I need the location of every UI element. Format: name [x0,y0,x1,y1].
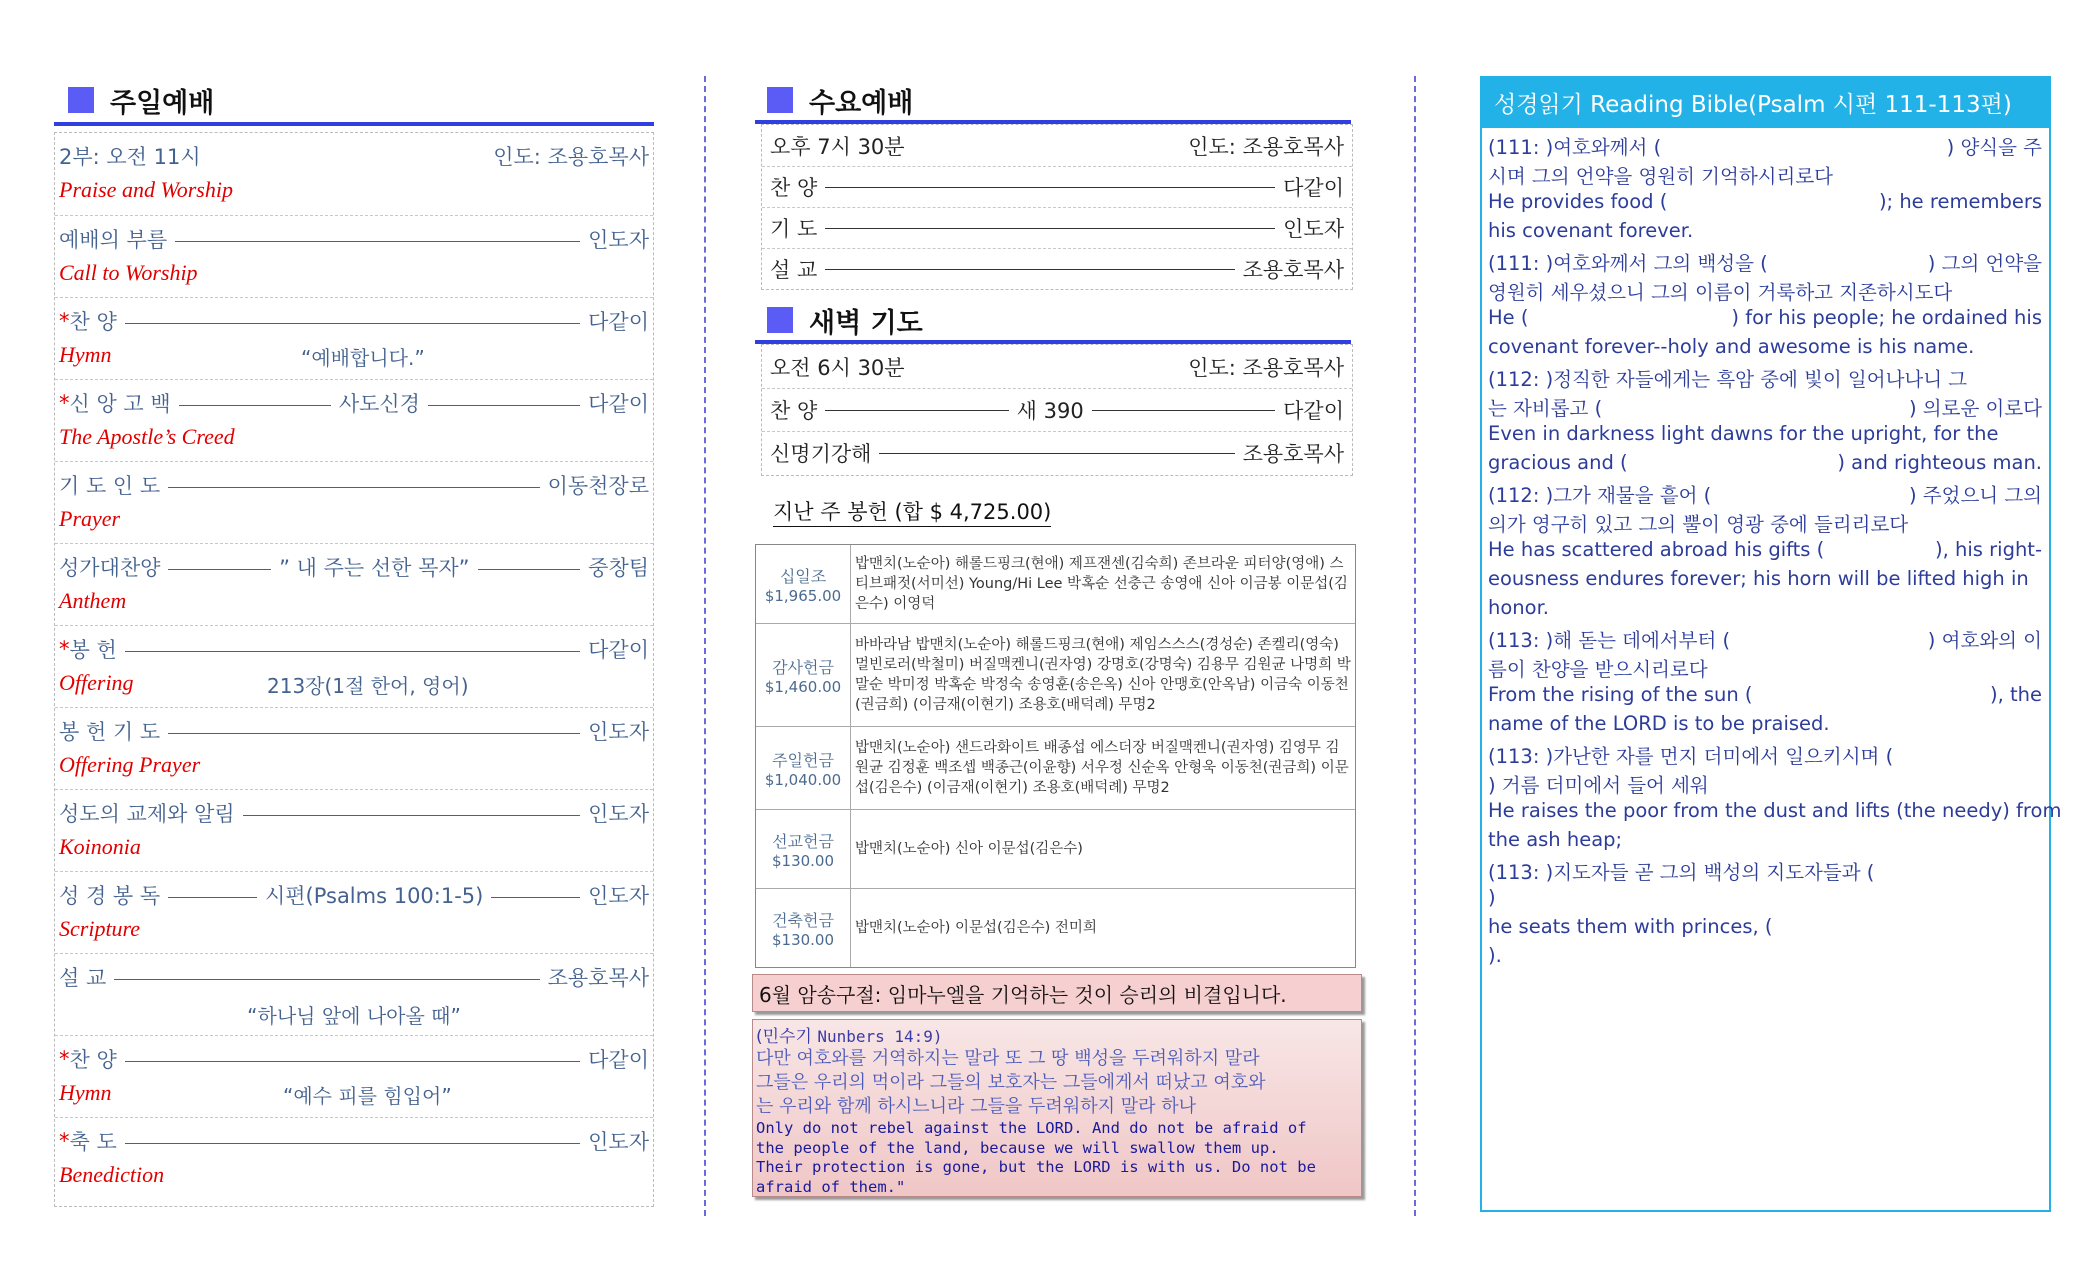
koinonia-role: 인도자 [588,802,649,826]
bible-line-text: (113: )지도자들 곧 그의 백성의 지도자들과 ( [1488,861,1875,884]
prayer-english: Prayer [59,506,121,531]
wednesday-row [762,166,1352,207]
bible-line [1488,596,2042,619]
memory-verse-box [752,1019,1362,1197]
bible-line-text: honor. [1488,596,1550,619]
offering-category: 십일조 [779,566,827,586]
offering-amount: $1,460.00 [764,677,842,696]
required-star: * [59,309,70,333]
offering-row [756,623,1355,726]
hymn1-label: 찬 양 [69,310,117,334]
offering-category: 선교헌금 [772,831,834,851]
dawn-study-row [762,431,1352,474]
bible-line-text: (111: )여호와께서 그의 백성을 ( [1488,252,1768,275]
wednesday-row [762,207,1352,248]
bible-line [1488,480,2042,508]
bible-line [1488,248,2042,276]
offerings-title: 지난 주 봉헌 (합 $ 4,725.00) [773,496,1051,527]
leader-line [168,897,257,898]
dawn-leader: 인도: 조용호목사 [1188,355,1344,380]
bible-line-text: covenant forever--holy and awesome is his name. [1488,335,1975,358]
wednesday-header [767,80,913,120]
dawn-time: 오전 6시 30분 [770,355,905,380]
verse-korean-line: 는 우리와 함께 하시느니라 그들을 두려워하지 말라 하나 [756,1096,1196,1117]
leader-line [175,241,580,242]
order-row-hymn1 [55,297,653,380]
bible-line [1488,654,2042,682]
anthem-english: Anthem [59,588,127,613]
order-row-offering-prayer [55,707,653,790]
offering-label: 봉 헌 [69,638,117,662]
bible-line-text: eousness endures forever; his horn will be lifted high in [1488,567,2029,590]
hymn2-role: 다같이 [588,1048,649,1072]
scripture-english: Scripture [59,916,141,941]
bible-line-text: ). [1488,944,1502,967]
order-row-hymn2 [55,1035,653,1118]
leader-line [168,733,580,734]
bible-line-text: He raises the poor from the dust and lifts (the needy) from [1488,799,2062,822]
benediction-role: 인도자 [588,1130,649,1154]
offering-category: 감사헌금 [772,657,834,677]
call-label: 예배의 부름 [59,228,168,252]
bible-line [1488,393,2042,421]
offering-category: 주일헌금 [772,750,834,770]
bible-line-text: ) [1488,886,1496,909]
bible-line [1488,915,2042,938]
prayer-label: 기 도 인 도 [59,474,161,498]
bible-line-text: (112: )그가 재물을 흩어 ( [1488,484,1712,507]
leader-line [125,323,580,324]
bible-line-end: ) and righteous man. [1837,451,2042,474]
bible-line-text: his covenant forever. [1488,219,1694,242]
offering-row [756,726,1355,809]
bible-line [1488,190,2042,213]
offering-donors: 바바라남 밥맨치(노순아) 해롤드핑크(현애) 제임스스스(경성순) 존켈리(영숙) 멀빈로러(박철미) 버질맥켄니(권자영) 강명호(강명숙) 김용무 김원균 나명희 박말순 박미정 박혹순 박정숙 송영훈(송은옥) 신아 안맹호(안옥남) 이금숙 이동천(권금희) (이금재(이현기) 조용호(배덕례) 무명2 [855,637,1351,713]
bible-line [1488,857,2042,885]
dawn-header [767,300,923,340]
offering-english: Offering [59,670,134,695]
verse-english-line: Only do not rebel against the LORD. And do not be afraid of [756,1119,1307,1137]
bible-line [1488,886,2042,909]
dawn-study-label: 신명기강해 [770,442,872,466]
required-star: * [59,1047,70,1071]
offering-donors: 밥맨치(노순아) 해롤드핑크(현애) 제프잰센(김숙희) 존브라운 피터양(영애) 스티브패젓(서미선) Young/Hi Lee 박혹순 선충근 송영애 신아 이금봉 이문섭(김은수) 이영덕 [855,556,1348,612]
bible-line-text: the ash heap; [1488,828,1623,851]
dawn-time-row [762,345,1352,388]
leader-line [243,815,581,816]
bible-line-text: he seats them with princes, ( [1488,915,1773,938]
call-role: 인도자 [588,228,649,252]
bible-line-end: ) 의로운 이로다 [1908,397,2042,420]
column-divider-left [704,76,706,1216]
order-row-koinonia [55,789,653,872]
wednesday-row-label: 설 교 [770,258,818,282]
order-row-call [55,215,653,298]
wednesday-row-role: 다같이 [1283,176,1344,200]
bible-line [1488,451,2042,474]
leader-line [825,228,1275,229]
order-row-anthem [55,543,653,626]
bible-line-text: 의가 영구히 있고 그의 뿔이 영광 중에 들리리로다 [1488,513,1909,536]
reference-english: Nunbers 14:9) [817,1027,943,1046]
bible-line [1488,538,2042,561]
bible-reading-section [1480,76,2062,1210]
verse-english-line: afraid of them." [756,1177,906,1196]
leader-line [1092,410,1275,411]
bible-line [1488,828,2042,851]
bible-line [1488,770,2042,798]
bible-line-text: Even in darkness light dawns for the upright, for the [1488,422,1999,445]
hymn2-label: 찬 양 [69,1048,117,1072]
bible-line-text: He has scattered abroad his gifts ( [1488,538,1825,561]
benediction-english: Benediction [59,1162,165,1187]
wednesday-title: 수요예배 [809,87,914,119]
dawn-hymn-row [762,388,1352,431]
hymn1-english: Hymn [59,342,112,367]
offering-prayer-label: 봉 헌 기 도 [59,720,161,744]
sunday-title-rule [54,122,654,126]
square-bullet-icon [767,87,793,113]
memory-verse-reference [756,1022,1358,1047]
memory-verse-header: 6월 암송구절: 임마누엘을 기억하는 것이 승리의 비결입니다. [752,974,1362,1012]
creed-english: The Apostle’s Creed [59,424,235,449]
koinonia-label: 성도의 교제와 알림 [59,802,235,826]
required-star: * [59,391,70,415]
bible-line-text: 는 자비롭고 ( [1488,397,1603,420]
bible-line-end: ) for his people; he ordained his [1731,306,2042,329]
square-bullet-icon [767,307,793,333]
wednesday-row-role: 인도자 [1283,217,1344,241]
bible-line [1488,364,2042,392]
bible-line [1488,683,2042,706]
sunday-time: 2부: 오전 11시 [59,145,201,169]
hymn1-title: “예배합니다.” [301,346,425,370]
bible-line-text: He ( [1488,306,1529,329]
bible-reading-title: 성경읽기 Reading Bible(Psalm 시편 111-113편) [1480,76,2051,128]
wednesday-order-box [761,124,1353,290]
square-bullet-icon [68,87,94,113]
offering-amount: $130.00 [771,930,835,949]
bible-line [1488,422,2042,445]
bible-line [1488,335,2042,358]
verse-korean-line: 다만 여호와를 거역하지는 말라 또 그 땅 백성을 두려워하지 말라 [756,1048,1260,1069]
leader-line [491,897,580,898]
order-row-sermon [55,953,653,1036]
wednesday-row [762,248,1352,289]
offering-donors: 밥맨치(노순아) 이문섭(김은수) 전미희 [855,920,1097,936]
order-row-prayer [55,461,653,544]
anthem-label: 성가대찬양 [59,556,161,580]
bible-line [1488,741,2042,769]
sunday-title: 주일예배 [110,87,215,119]
order-row-scripture [55,871,653,954]
bible-line [1488,509,2042,537]
dawn-hymn-label: 찬 양 [770,399,818,423]
bible-line-text: 름이 찬양을 받으시리로다 [1488,658,1708,681]
bible-line-text: 영원히 세우셨으니 그의 이름이 거룩하고 지존하시도다 [1488,281,1953,304]
verse-english-line: Their protection is gone, but the LORD is with us. Do not be [756,1158,1316,1176]
bible-line [1488,306,2042,329]
offering-donors: 밥맨치(노순아) 신아 이문섭(김은수) [855,841,1083,857]
bible-line [1488,132,2042,160]
bible-line-text: (111: )여호와께서 ( [1488,136,1662,159]
bible-line [1488,944,2042,967]
required-star: * [59,1129,70,1153]
bible-line-text: From the rising of the sun ( [1488,683,1753,706]
anthem-role: 중창팀 [588,556,650,580]
anthem-middle: ” 내 주는 선한 목자” [279,556,470,580]
hymn1-role: 다같이 [588,310,649,334]
leader-line [179,405,331,406]
bible-line-end: ) 양식을 주 [1946,136,2042,159]
offering-row [756,809,1355,888]
leader-line [478,569,581,570]
leader-line [125,1143,580,1144]
dawn-hymn-number: 새 390 [1016,399,1084,423]
bible-line [1488,625,2042,653]
bible-line [1488,219,2042,242]
creed-role: 다같이 [588,392,649,416]
leader-line [125,1061,580,1062]
sunday-leader: 인도: 조용호목사 [493,145,649,169]
bible-line [1488,277,2042,305]
offering-amount: $1,040.00 [764,770,842,789]
offering-amount: $1,965.00 [764,586,842,605]
hymn2-title: “예수 피를 힘입어” [283,1084,452,1108]
bible-line-end: ) 주었으니 그의 [1908,484,2042,507]
hymn2-english: Hymn [59,1080,112,1105]
bible-line [1488,567,2042,590]
sermon-title: “하나님 앞에 나아올 때” [247,1004,461,1028]
bible-line-end: ) 그의 언약을 [1927,252,2042,275]
leader-line [428,405,580,406]
wednesday-row-label: 기 도 [770,217,818,241]
creed-label: 신 앙 고 백 [69,392,171,416]
bible-line-text: 시며 그의 언약을 영원히 기억하시리로다 [1488,165,1834,188]
column-divider-right [1414,76,1416,1216]
leader-line [114,979,539,980]
praise-label: Praise and Worship [59,177,233,202]
sunday-header [68,80,214,120]
scripture-label: 성 경 봉 독 [59,884,161,908]
bible-line-text: (113: )해 돋는 데에서부터 ( [1488,629,1731,652]
dawn-study-role: 조용호목사 [1242,442,1344,466]
bible-line-end: ); he remembers [1878,190,2042,213]
leader-line [825,269,1234,270]
leader-line [825,410,1008,411]
bible-line-end: ), his right- [1935,538,2042,561]
verse-english-line: the people of the land, because we will swallow them up. [756,1138,1279,1157]
prayer-role: 이동천장로 [547,474,649,498]
order-row-time [55,133,653,215]
leader-line [825,187,1275,188]
bible-line-text: gracious and ( [1488,451,1628,474]
bible-line [1488,712,2042,735]
dawn-title: 새벽 기도 [809,307,923,339]
sermon-label: 설 교 [59,966,107,990]
wednesday-time: 오후 7시 30분 [770,134,905,159]
wednesday-time-row [762,125,1352,166]
offering-hymn: 213장(1절 한어, 영어) [267,674,469,698]
call-english: Call to Worship [59,260,198,285]
required-star: * [59,637,70,661]
offering-role: 다같이 [588,638,649,662]
leader-line [168,569,271,570]
bible-line-end: ) 여호와의 이 [1927,629,2042,652]
bible-line-text: (113: )가난한 자를 먼지 더미에서 일으키시며 ( [1488,745,1894,768]
offering-amount: $130.00 [771,851,835,870]
scripture-role: 인도자 [588,884,649,908]
dawn-hymn-role: 다같이 [1283,399,1344,423]
offering-category: 건축헌금 [772,910,834,930]
koinonia-english: Koinonia [59,834,141,859]
sunday-order-box [54,132,654,1207]
bible-line-text: name of the LORD is to be praised. [1488,712,1830,735]
leader-line [168,487,539,488]
bible-line-text: (112: )정직한 자들에게는 흑암 중에 빛이 일어나나니 그 [1488,368,1968,391]
bible-line-text: He provides food ( [1488,190,1668,213]
wednesday-row-role: 조용호목사 [1242,258,1344,282]
offering-donors: 밥맨치(노순아) 샌드라화이트 배종섭 에스더장 버질맥켄니(권자영) 김영무 김원균 김정훈 백조셉 백종근(이윤향) 서우정 신순옥 안형욱 이동천(권금희) 이문섭(김은수) (이금재(이현기) 조용호(배덕례) 무명2 [855,740,1349,796]
offerings-table [755,544,1356,968]
reference-korean: (민수기 [756,1027,818,1047]
wednesday-leader: 인도: 조용호목사 [1188,134,1344,159]
sermon-role: 조용호목사 [547,966,649,990]
bible-line-end: ), the [1989,683,2042,706]
wednesday-row-label: 찬 양 [770,176,818,200]
offering-row [756,545,1355,623]
offering-prayer-role: 인도자 [588,720,649,744]
bible-line [1488,799,2062,822]
dawn-order-box [761,344,1353,476]
offering-prayer-english: Offering Prayer [59,752,201,777]
verse-korean-line: 그들은 우리의 먹이라 그들의 보호자는 그들에게서 떠났고 여호와 [756,1072,1266,1093]
order-row-benediction [55,1117,653,1200]
order-row-creed [55,379,653,462]
bible-line-text: ) 거름 더미에서 들어 세워 [1488,774,1709,797]
offering-row [756,888,1355,967]
leader-line [879,453,1234,454]
benediction-label: 축 도 [69,1130,117,1154]
bible-line [1488,161,2042,189]
creed-middle: 사도신경 [338,392,420,416]
leader-line [125,651,580,652]
order-row-offering [55,625,653,708]
scripture-middle: 시편(Psalms 100:1-5) [264,884,484,908]
